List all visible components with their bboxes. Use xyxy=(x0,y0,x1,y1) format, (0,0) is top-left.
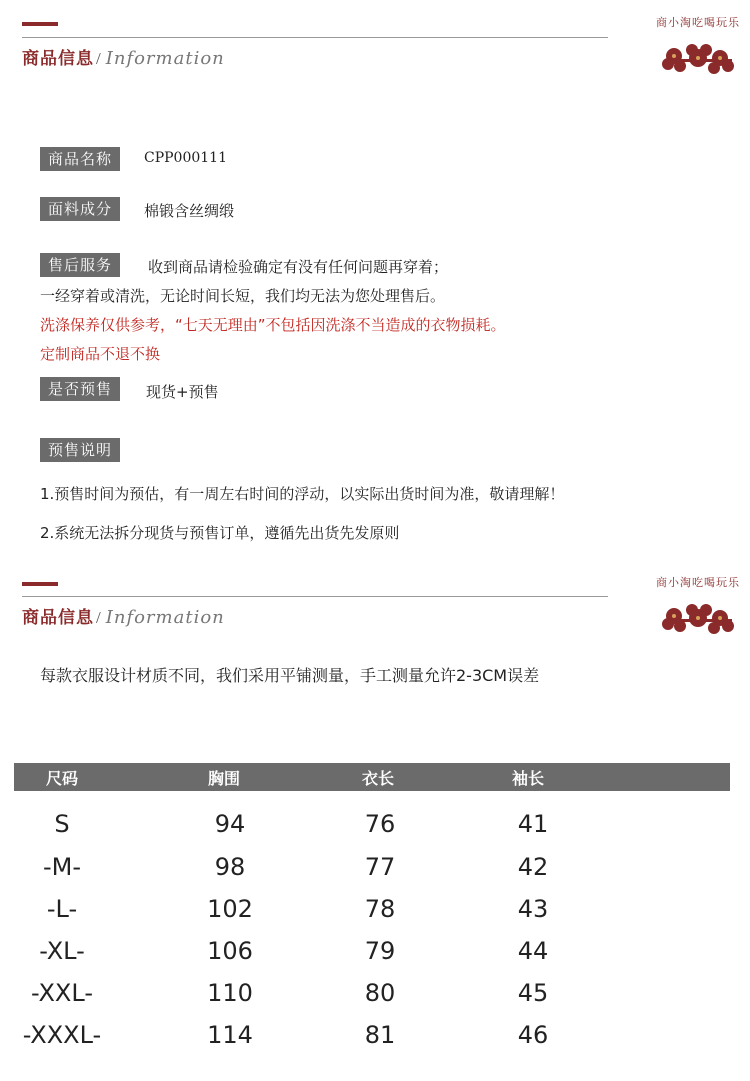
length-cell: 81 xyxy=(364,1021,396,1049)
length-cell: 76 xyxy=(364,810,396,838)
section-subtitle: Information xyxy=(105,607,225,628)
sleeve-cell: 46 xyxy=(517,1021,549,1049)
chest-cell: 98 xyxy=(214,853,246,881)
section-title xyxy=(22,44,225,69)
sleeve-cell: 43 xyxy=(517,895,549,923)
length-cell: 78 xyxy=(364,895,396,923)
chest-cell: 102 xyxy=(207,895,253,923)
custom-no-return-line: 定制商品不退不换 xyxy=(40,345,161,363)
after-sales-line-2: 一经穿着或清洗，无论时间长短，我们均无法为您处理售后。 xyxy=(40,287,446,305)
length-cell: 79 xyxy=(364,937,396,965)
section-divider xyxy=(22,37,608,38)
flower-icon xyxy=(648,574,748,636)
size-cell: -XXL- xyxy=(31,979,93,1007)
section-title-text: 商品信息 xyxy=(22,608,94,628)
after-sales-label: 售后服务 xyxy=(40,253,120,277)
flower-icon xyxy=(648,14,748,76)
brand-logo xyxy=(648,14,748,76)
presale-label: 是否预售 xyxy=(40,377,120,401)
section-accent-bar xyxy=(22,582,58,586)
size-cell: -M- xyxy=(42,853,82,881)
presale-note-1: 1.预售时间为预估，有一周左右时间的浮动，以实际出货时间为准，敬请理解！ xyxy=(40,485,565,503)
sleeve-cell: 45 xyxy=(517,979,549,1007)
presale-note-label: 预售说明 xyxy=(40,438,120,462)
chest-cell: 110 xyxy=(207,979,253,1007)
measurement-note: 每款衣服设计材质不同，我们采用平铺测量，手工测量允许2-3CM误差 xyxy=(40,666,540,685)
product-name-label: 商品名称 xyxy=(40,147,120,171)
size-cell: -L- xyxy=(46,895,78,923)
size-cell: -XL- xyxy=(39,937,85,965)
section-title-slash: / xyxy=(96,49,102,68)
chest-cell: 114 xyxy=(207,1021,253,1049)
fabric-label: 面料成分 xyxy=(40,197,120,221)
presale-value: 现货+预售 xyxy=(146,383,219,401)
size-cell: S xyxy=(54,810,70,838)
brand-logo-text: 商小淘吃喝玩乐 xyxy=(656,16,740,29)
chest-header: 胸围 xyxy=(207,769,241,788)
section-title xyxy=(22,603,225,628)
size-table-header xyxy=(14,763,730,791)
presale-note-2: 2.系统无法拆分现货与预售订单，遵循先出货先发原则 xyxy=(40,524,400,542)
brand-logo xyxy=(648,574,748,636)
sleeve-header: 袖长 xyxy=(511,769,545,788)
chest-cell: 94 xyxy=(214,810,246,838)
section-accent-bar xyxy=(22,22,58,26)
care-warning-line: 洗涤保养仅供参考，“七天无理由”不包括因洗涤不当造成的衣物损耗。 xyxy=(40,316,506,334)
section-divider xyxy=(22,596,608,597)
brand-logo-text: 商小淘吃喝玩乐 xyxy=(656,576,740,589)
after-sales-line-1: 收到商品请检验确定有没有任何问题再穿着； xyxy=(148,258,449,276)
product-name-value: CPP000111 xyxy=(144,150,227,166)
section-title-slash: / xyxy=(96,608,102,627)
section-subtitle: Information xyxy=(105,48,225,69)
length-cell: 77 xyxy=(364,853,396,881)
section-title-text: 商品信息 xyxy=(22,49,94,69)
sleeve-cell: 41 xyxy=(517,810,549,838)
length-cell: 80 xyxy=(364,979,396,1007)
size-header: 尺码 xyxy=(45,769,79,788)
sleeve-cell: 44 xyxy=(517,937,549,965)
fabric-value: 棉锻含丝绸缎 xyxy=(144,202,235,220)
sleeve-cell: 42 xyxy=(517,853,549,881)
chest-cell: 106 xyxy=(207,937,253,965)
length-header: 衣长 xyxy=(361,769,395,788)
size-cell: -XXXL- xyxy=(22,1021,102,1049)
